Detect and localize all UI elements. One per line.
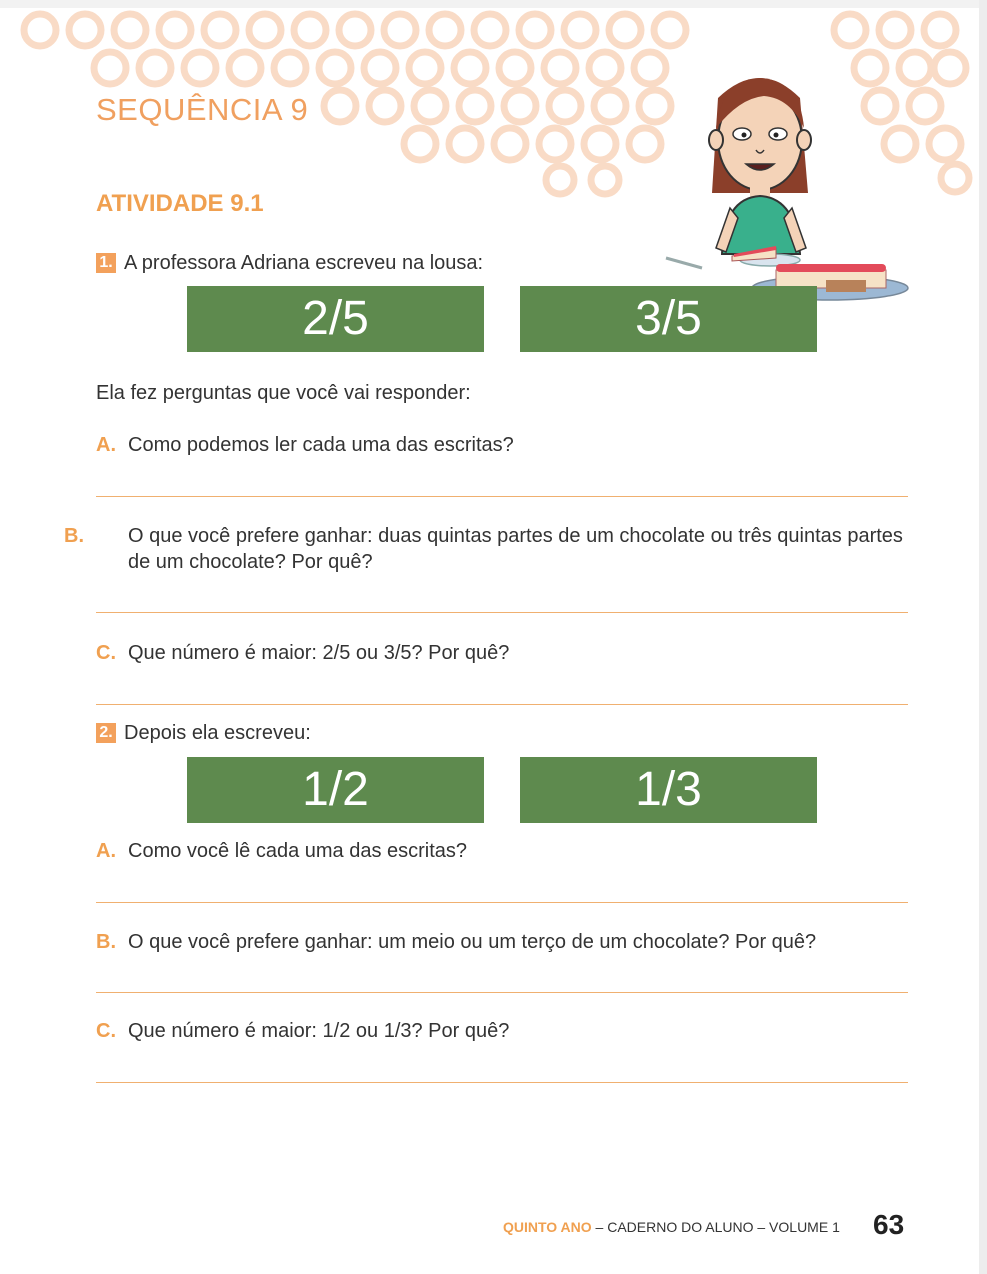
item-letter: B. <box>96 931 116 953</box>
item-text: Que número é maior: 1/2 ou 1/3? Por quê? <box>128 1020 510 1042</box>
item-letter: B. <box>64 525 84 547</box>
answer-line-2c[interactable] <box>96 1082 908 1083</box>
answer-line-2a[interactable] <box>96 902 908 903</box>
board-fraction-right: 1/3 <box>520 757 817 823</box>
girl-with-cake-illustration <box>660 58 910 308</box>
question-2a <box>96 838 916 864</box>
item-letter: C. <box>96 1020 116 1042</box>
answer-line-2b[interactable] <box>96 992 908 993</box>
question-2c <box>96 1018 916 1044</box>
question-1-intro: Ela fez perguntas que você vai responder: <box>96 382 471 404</box>
question-1-prompt <box>96 252 483 275</box>
answer-line-1b[interactable] <box>96 612 908 613</box>
question-2-board <box>187 757 817 823</box>
question-1-number: 1. <box>96 253 116 273</box>
board-gap <box>484 286 520 352</box>
item-letter: A. <box>96 434 116 456</box>
question-1-text: A professora Adriana escreveu na lousa: <box>124 252 484 274</box>
item-text: Que número é maior: 2/5 ou 3/5? Por quê? <box>128 642 510 664</box>
footer-rest: – CADERNO DO ALUNO – VOLUME 1 <box>591 1219 840 1235</box>
question-2b <box>96 929 916 955</box>
sequence-title: SEQUÊNCIA 9 <box>96 92 309 127</box>
item-letter: C. <box>96 642 116 664</box>
item-text: Como você lê cada uma das escritas? <box>128 840 468 862</box>
question-1a <box>96 432 916 458</box>
question-2-number: 2. <box>96 723 116 743</box>
footer-caption <box>503 1219 840 1235</box>
board-fraction-left: 1/2 <box>187 757 484 823</box>
item-letter: A. <box>96 840 116 862</box>
footer-grade: QUINTO ANO <box>503 1219 592 1235</box>
question-1c <box>96 640 916 666</box>
item-text: O que você prefere ganhar: duas quintas partes de um chocolate ou três quintas partes de um chocolate? Por quê? <box>128 525 903 573</box>
question-1b <box>64 523 916 575</box>
answer-line-1a[interactable] <box>96 496 908 497</box>
item-text: Como podemos ler cada uma das escritas? <box>128 434 514 456</box>
item-text: O que você prefere ganhar: um meio ou um terço de um chocolate? Por quê? <box>128 931 817 953</box>
board-gap <box>484 757 520 823</box>
board-fraction-right: 3/5 <box>520 286 817 352</box>
board-fraction-left: 2/5 <box>187 286 484 352</box>
question-2-prompt <box>96 722 311 745</box>
activity-title: ATIVIDADE 9.1 <box>96 190 264 217</box>
page-number: 63 <box>873 1209 905 1240</box>
question-2-text: Depois ela escreveu: <box>124 722 311 744</box>
question-1-board <box>187 286 817 352</box>
answer-line-1c[interactable] <box>96 704 908 705</box>
